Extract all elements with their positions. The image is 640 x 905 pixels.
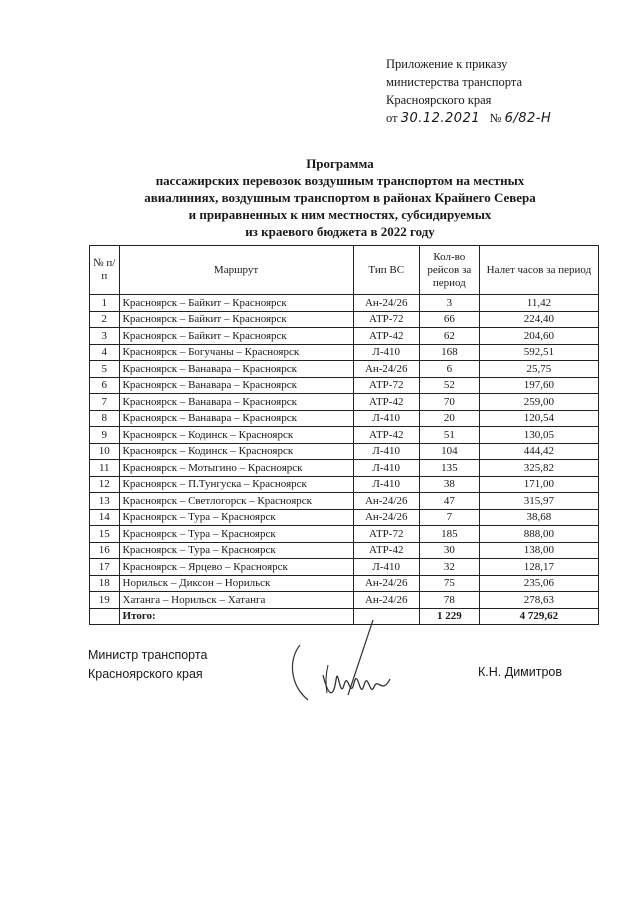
appendix-line-3: Красноярского края bbox=[386, 93, 492, 107]
title-line-1: Программа bbox=[306, 156, 374, 171]
header-num: № п/п bbox=[90, 246, 120, 295]
total-count: 1 229 bbox=[419, 608, 479, 625]
row-route: Красноярск – Светлогорск – Красноярск bbox=[119, 493, 353, 510]
row-flight-count: 3 bbox=[419, 295, 479, 312]
row-flight-hours: 224,40 bbox=[479, 311, 598, 328]
row-aircraft-type: Ан-24/26 bbox=[353, 575, 419, 592]
row-route: Красноярск – Мотыгино – Красноярск bbox=[119, 460, 353, 477]
row-aircraft-type: Л-410 bbox=[353, 559, 419, 576]
row-num: 12 bbox=[90, 476, 120, 493]
row-route: Красноярск – П.Тунгуска – Красноярск bbox=[119, 476, 353, 493]
row-flight-hours: 11,42 bbox=[479, 295, 598, 312]
row-flight-hours: 171,00 bbox=[479, 476, 598, 493]
signatory-name: К.Н. Димитров bbox=[478, 665, 563, 679]
row-num: 9 bbox=[90, 427, 120, 444]
row-route: Красноярск – Ванавара – Красноярск bbox=[119, 410, 353, 427]
header-type: Тип ВС bbox=[353, 246, 419, 295]
row-aircraft-type: Ан-24/26 bbox=[353, 295, 419, 312]
total-num-cell bbox=[90, 608, 120, 625]
row-route: Красноярск – Байкит – Красноярск bbox=[119, 295, 353, 312]
table-body bbox=[90, 295, 599, 609]
row-aircraft-type: АТР-42 bbox=[353, 542, 419, 559]
title-line-5: из краевого бюджета в 2022 году bbox=[245, 224, 435, 239]
row-num: 1 bbox=[90, 295, 120, 312]
number-label: № bbox=[489, 111, 502, 125]
table-row bbox=[90, 295, 599, 312]
row-num: 16 bbox=[90, 542, 120, 559]
appendix-date-line bbox=[386, 109, 626, 128]
row-num: 10 bbox=[90, 443, 120, 460]
row-flight-hours: 235,06 bbox=[479, 575, 598, 592]
row-num: 5 bbox=[90, 361, 120, 378]
row-num: 17 bbox=[90, 559, 120, 576]
row-flight-hours: 315,97 bbox=[479, 493, 598, 510]
row-flight-count: 135 bbox=[419, 460, 479, 477]
table-header-row bbox=[90, 246, 599, 295]
row-route: Красноярск – Байкит – Красноярск bbox=[119, 311, 353, 328]
row-flight-count: 51 bbox=[419, 427, 479, 444]
handwritten-signature bbox=[278, 605, 428, 715]
handwritten-number: 6/82-Н bbox=[504, 111, 552, 126]
table-row bbox=[90, 328, 599, 345]
row-aircraft-type: Л-410 bbox=[353, 443, 419, 460]
row-flight-hours: 888,00 bbox=[479, 526, 598, 543]
appendix-line-2: министерства транспорта bbox=[386, 75, 523, 89]
row-num: 7 bbox=[90, 394, 120, 411]
row-flight-count: 70 bbox=[419, 394, 479, 411]
row-route: Красноярск – Тура – Красноярск bbox=[119, 509, 353, 526]
header-count: Кол-во рейсов за период bbox=[419, 246, 479, 295]
row-aircraft-type: Л-410 bbox=[353, 476, 419, 493]
title-line-3: авиалиниях, воздушным транспортом в районах Крайнего Севера bbox=[144, 190, 536, 205]
from-label: от bbox=[386, 111, 398, 125]
row-aircraft-type: АТР-72 bbox=[353, 377, 419, 394]
table-row bbox=[90, 476, 599, 493]
header-route: Маршрут bbox=[119, 246, 353, 295]
row-route: Красноярск – Ярцево – Красноярск bbox=[119, 559, 353, 576]
row-aircraft-type: Л-410 bbox=[353, 460, 419, 477]
row-flight-count: 6 bbox=[419, 361, 479, 378]
row-flight-hours: 259,00 bbox=[479, 394, 598, 411]
row-flight-count: 66 bbox=[419, 311, 479, 328]
row-route: Красноярск – Кодинск – Красноярск bbox=[119, 443, 353, 460]
table-row bbox=[90, 311, 599, 328]
row-aircraft-type: АТР-42 bbox=[353, 328, 419, 345]
row-aircraft-type: АТР-72 bbox=[353, 526, 419, 543]
table-row bbox=[90, 377, 599, 394]
table-row bbox=[90, 559, 599, 576]
row-num: 19 bbox=[90, 592, 120, 609]
title-line-2: пассажирских перевозок воздушным транспортом на местных bbox=[155, 173, 525, 188]
row-num: 18 bbox=[90, 575, 120, 592]
row-flight-hours: 120,54 bbox=[479, 410, 598, 427]
row-flight-hours: 130,05 bbox=[479, 427, 598, 444]
row-flight-hours: 138,00 bbox=[479, 542, 598, 559]
table-row bbox=[90, 542, 599, 559]
row-aircraft-type: Л-410 bbox=[353, 344, 419, 361]
table-row bbox=[90, 526, 599, 543]
row-aircraft-type: Ан-24/26 bbox=[353, 493, 419, 510]
row-route: Красноярск – Тура – Красноярск bbox=[119, 542, 353, 559]
row-route: Хатанга – Норильск – Хатанга bbox=[119, 592, 353, 609]
handwritten-date: 30.12.2021 bbox=[400, 111, 481, 126]
row-aircraft-type: АТР-42 bbox=[353, 394, 419, 411]
row-flight-count: 7 bbox=[419, 509, 479, 526]
row-aircraft-type: Л-410 bbox=[353, 410, 419, 427]
row-num: 6 bbox=[90, 377, 120, 394]
row-aircraft-type: Ан-24/26 bbox=[353, 592, 419, 609]
row-flight-count: 38 bbox=[419, 476, 479, 493]
row-flight-count: 32 bbox=[419, 559, 479, 576]
total-hours: 4 729,62 bbox=[479, 608, 598, 625]
row-flight-hours: 25,75 bbox=[479, 361, 598, 378]
title-line-4: и приравненных к ним местностях, субсидируемых bbox=[188, 207, 492, 222]
row-flight-count: 30 bbox=[419, 542, 479, 559]
row-flight-hours: 128,17 bbox=[479, 559, 598, 576]
row-flight-count: 75 bbox=[419, 575, 479, 592]
row-flight-count: 52 bbox=[419, 377, 479, 394]
table-row bbox=[90, 361, 599, 378]
table-row bbox=[90, 427, 599, 444]
row-aircraft-type: АТР-42 bbox=[353, 427, 419, 444]
row-num: 2 bbox=[90, 311, 120, 328]
row-num: 3 bbox=[90, 328, 120, 345]
row-route: Красноярск – Ванавара – Красноярск bbox=[119, 394, 353, 411]
table-row bbox=[90, 575, 599, 592]
row-num: 13 bbox=[90, 493, 120, 510]
row-flight-hours: 204,60 bbox=[479, 328, 598, 345]
row-flight-hours: 197,60 bbox=[479, 377, 598, 394]
signatory-line-1: Министр транспорта bbox=[88, 648, 208, 662]
row-flight-count: 168 bbox=[419, 344, 479, 361]
appendix-header bbox=[386, 55, 626, 128]
routes-table bbox=[89, 245, 599, 625]
row-flight-count: 62 bbox=[419, 328, 479, 345]
table-row bbox=[90, 410, 599, 427]
table-row bbox=[90, 493, 599, 510]
row-route: Красноярск – Кодинск – Красноярск bbox=[119, 427, 353, 444]
document-title bbox=[80, 155, 600, 240]
row-num: 8 bbox=[90, 410, 120, 427]
row-aircraft-type: Ан-24/26 bbox=[353, 361, 419, 378]
table-row bbox=[90, 394, 599, 411]
row-route: Красноярск – Байкит – Красноярск bbox=[119, 328, 353, 345]
row-flight-count: 78 bbox=[419, 592, 479, 609]
row-num: 14 bbox=[90, 509, 120, 526]
appendix-line-1: Приложение к приказу bbox=[386, 57, 508, 71]
header-hours: Налет часов за период bbox=[479, 246, 598, 295]
row-aircraft-type: Ан-24/26 bbox=[353, 509, 419, 526]
row-route: Красноярск – Богучаны – Красноярск bbox=[119, 344, 353, 361]
row-flight-hours: 325,82 bbox=[479, 460, 598, 477]
row-route: Красноярск – Ванавара – Красноярск bbox=[119, 361, 353, 378]
table-row bbox=[90, 460, 599, 477]
row-num: 4 bbox=[90, 344, 120, 361]
row-route: Норильск – Диксон – Норильск bbox=[119, 575, 353, 592]
table-row bbox=[90, 344, 599, 361]
row-route: Красноярск – Ванавара – Красноярск bbox=[119, 377, 353, 394]
table-row bbox=[90, 509, 599, 526]
row-flight-count: 20 bbox=[419, 410, 479, 427]
row-flight-hours: 592,51 bbox=[479, 344, 598, 361]
row-flight-count: 185 bbox=[419, 526, 479, 543]
row-flight-count: 104 bbox=[419, 443, 479, 460]
signatory-line-2: Красноярского края bbox=[88, 667, 203, 681]
row-num: 15 bbox=[90, 526, 120, 543]
row-num: 11 bbox=[90, 460, 120, 477]
total-label: Итого: bbox=[119, 608, 353, 625]
row-flight-hours: 278,63 bbox=[479, 592, 598, 609]
row-flight-hours: 444,42 bbox=[479, 443, 598, 460]
row-flight-hours: 38,68 bbox=[479, 509, 598, 526]
row-route: Красноярск – Тура – Красноярск bbox=[119, 526, 353, 543]
signatory-title bbox=[88, 646, 207, 684]
table-row bbox=[90, 443, 599, 460]
row-aircraft-type: АТР-72 bbox=[353, 311, 419, 328]
row-flight-count: 47 bbox=[419, 493, 479, 510]
